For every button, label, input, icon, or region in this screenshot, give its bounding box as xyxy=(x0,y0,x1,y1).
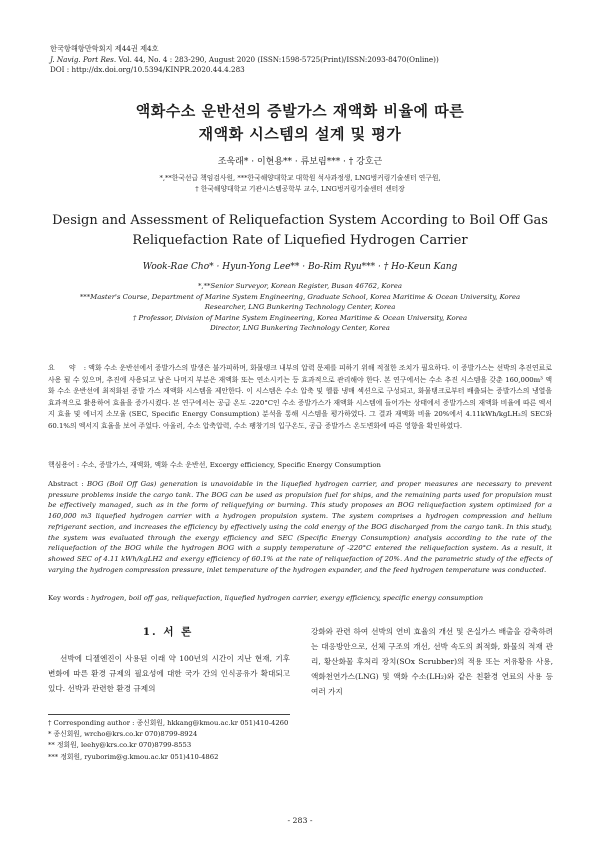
title-korean-line2: 재액화 시스템의 설계 및 평가 xyxy=(198,125,402,143)
abstract-korean-label: 요 약 xyxy=(48,364,82,372)
citation-details: Vol. 44, No. 4 : 283-290, August 2020 (ISSN:1598-5725(Print)/ISSN:2093-8470(Online)) xyxy=(116,54,439,64)
keywords-english-label: Key words : xyxy=(48,594,89,602)
affiliation-en-line5: Director, LNG Bunkering Technology Center, Korea xyxy=(210,324,390,333)
affiliation-en-line1: *,**Senior Surveyor, Korean Register, Busan 46762, Korea xyxy=(197,282,403,290)
title-english-line2: Reliquefaction Rate of Liquefied Hydrogen Carrier xyxy=(132,233,468,248)
keywords-korean xyxy=(48,459,552,469)
abstract-english-label: Abstract : xyxy=(48,480,84,488)
footnote-3: *** 정회원, ryuborim@g.kmou.ac.kr 051)410-4862 xyxy=(48,752,219,761)
journal-abbrev: J. Navig. Port Res. xyxy=(50,54,117,64)
abstract-english xyxy=(48,479,552,575)
affiliation-ko-line2: † 한국해양대학교 기관시스템공학부 교수, LNG벙커링기술센터 센터장 xyxy=(195,185,405,193)
footnotes xyxy=(48,718,308,763)
doi-line[interactable]: DOI : http://dx.doi.org/10.5394/KINPR.2020.44.4.283 xyxy=(50,65,245,74)
journal-name-ko: 한국항해항만학회지 제44권 제4호 xyxy=(50,44,159,53)
title-korean-line1: 액화수소 운반선의 증발가스 재액화 비율에 따른 xyxy=(135,102,465,120)
footnote-2: ** 정회원, leehy@krs.co.kr 070)8799-8553 xyxy=(48,741,192,750)
footnote-corresponding: † Corresponding author : 종신회원, hkkang@kmou.ac.kr 051)410-4260 xyxy=(48,719,289,727)
keywords-korean-label: 핵심용어 : xyxy=(48,461,80,469)
footnote-divider xyxy=(48,714,290,715)
title-english-line1: Design and Assessment of Reliquefaction System According to Boil Off Gas xyxy=(52,213,548,228)
abstract-english-text: BOG (Boil Off Gas) generation is unavoidable in the liquefied hydrogen carrier, and proper measures are necessary to prevent pressure problems inside the cargo tank. The BOG can be used as propulsion fuel for ships, and the remaining parts used for propulsion must be effectively managed, such as in the form of reliquefying or burning. This study proposes an BOG reliquefaction system optimized for a 160,000 m3 liquefied hydrogen carrier with a hydrogen propulsion system. The system comprises a hydrogen compression and helium refrigerant section, and increases the efficiency by effectively using the cold energy of the BOG discharged from the cargo tank. In this study, the system was evaluated through the exergy efficiency and SEC (Specific Energy Consumption) analysis according to the rate of the reliquefaction of the BOG while the hydrogen BOG with a supply temperature of -220°C entered the reliquefaction system. As a result, it showed SEC of 4.11 kWh/kgLH2 and exergy efficiency of 60.1% at the rate of reliquefaction of 20%. And the parametric study of the effects of varying the hydrogen compression pressure, inlet temperature of the hydrogen expander, and the feed hydrogen temperature was conducted. xyxy=(48,480,552,574)
affiliations-english xyxy=(60,281,540,334)
affiliation-ko-line1: *,**한국선급 책임검사원, ***한국해양대학교 대학원 석사과정생, LNG벙커링기술센터 연구원, xyxy=(159,174,441,182)
section-heading-introduction: 1. 서 론 xyxy=(142,626,194,638)
journal-header xyxy=(50,44,550,76)
keywords-korean-text: 수소, 증발가스, 재액화, 액화 수소 운반선, Excergy efficiency, Specific Energy Consumption xyxy=(79,461,381,469)
body-column-left: 선박에 디젤엔진이 사용된 이래 약 100년의 시간이 지난 현재, 기후 변화에 따른 환경 규제의 필요성에 대한 국가 간의 인식공유가 확대되고 있다. 선박과 관련한 환경 규제의 xyxy=(48,654,290,693)
authors-korean: 조욱래* · 이현용** · 류보림*** · † 강호근 xyxy=(217,157,383,167)
citation-line xyxy=(50,55,550,66)
title-english xyxy=(40,211,560,251)
affiliation-en-line2: ***Master's Course, Department of Marine System Engineering, Graduate School, Korea Maritime & Ocean University, Korea xyxy=(79,292,521,301)
abstract-korean-text: : 액화 수소 운반선에서 증발가스의 발생은 불가피하며, 화물탱크 내부의 압력 문제를 피하기 위해 적절한 조치가 필요하다. 이 증발가스는 선박의 추진연료로 사용 될 수 있으며, 추진에 사용되고 남은 나머지 부분은 재액화 또는 연소시키는 등 효과적으로 관리해야 한다. 본 연구에서는 수소 추진 시스템을 갖춘 160,000m³ 액화 수소 운반선에 최적화된 증발 가스 재액화 시스템을 제안한다. 이 시스템은 수소 압축 및 헬륨 냉매 섹션으로 구성되고, 화물탱크로부터 배출되는 증발가스의 냉열을 효과적으로 활용하여 효율을 증가시켰다. 본 연구에서는 공급 온도 -220°C인 수소 증발가스가 재액화 시스템에 들어가는 상태에서 증발가스의 재액화 비율에 따른 엑서지 효율 및 에너지 소모율 (SEC, Specific Energy Consumption) 분석을 통해 시스템을 평가하였다. 그 결과 재액화 비율 20%에서 4.11kWh/kgLH₂의 SEC와 60.1%의 엑서지 효율을 보여 주었다. 아울러, 수소 압축압력, 수소 팽창기의 입구온도, 공급 증발가스 온도변화에 따른 영향을 확인하였다. xyxy=(48,364,552,430)
affiliations-korean xyxy=(50,173,550,195)
affiliation-en-line3: Researcher, LNG Bunkering Technology Center, Korea xyxy=(204,303,396,312)
authors-english: Wook-Rae Cho* · Hyun-Yong Lee** · Bo-Rim Ryu*** · † Ho-Keun Kang xyxy=(142,262,458,272)
keywords-english-text: hydrogen, boil off gas, reliquefaction, liquefied hydrogen carrier, exergy efficiency, specific energy consumption xyxy=(88,594,484,602)
footnote-1: * 종신회원, wrcho@krs.co.kr 070)8799-8924 xyxy=(48,730,198,739)
abstract-korean xyxy=(48,363,552,433)
body-column-right: 강화와 관련 하여 선박의 연비 효율의 개선 및 온실가스 배출을 감축하려는 대응방안으로, 선체 구조의 개선, 선박 속도의 최적화, 화물의 적재 관리, 황산화물 후처리 장치(SOx Scrubber)의 적용 또는 저유황유 사용, 액화천연가스(LNG) 및 액화 수소(LH₂)와 같은 친환경 연료의 사용 등 여러 가지 xyxy=(311,627,553,696)
page-number: - 283 - xyxy=(287,816,313,825)
keywords-english xyxy=(48,594,552,602)
title-korean xyxy=(50,100,550,146)
affiliation-en-line4: † Professor, Division of Marine System Engineering, Korea Maritime & Ocean University, Korea xyxy=(132,313,468,322)
